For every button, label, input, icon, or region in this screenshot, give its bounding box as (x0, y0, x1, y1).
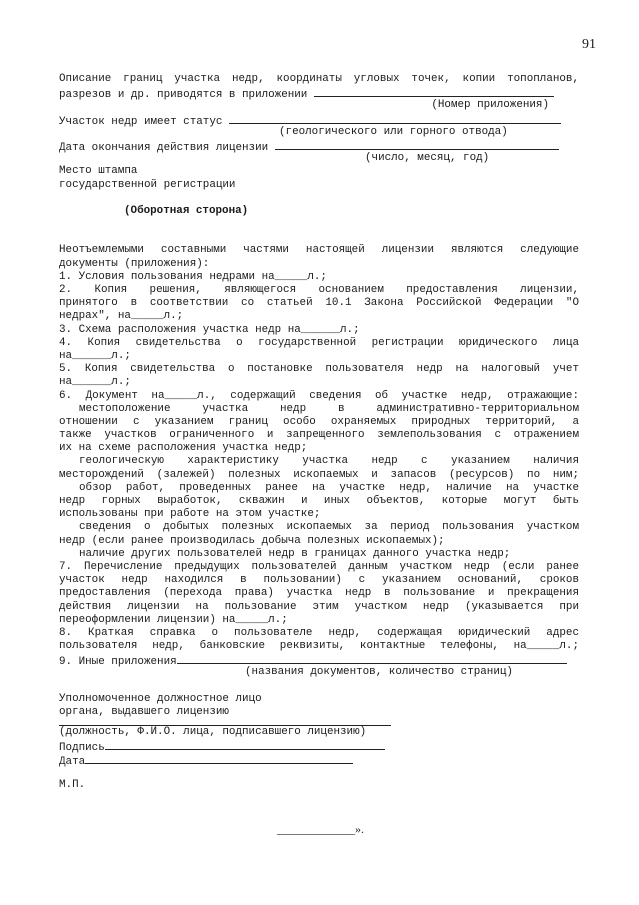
boundaries-line-1: Описание границ участка недр, координаты угловых точек, копии топопланов, (59, 73, 579, 85)
boundaries-line-2 (59, 86, 579, 102)
annex-item-6-line-3: отношении с указанием границ особо охраняемых природных территорий, а (59, 415, 579, 428)
annex-item-7-line-4: действия лицензии на пользование этим участком недр (указывается при (59, 600, 579, 613)
stamp-line-2: государственной регистрации (59, 178, 236, 191)
official-line-1: Уполномоченное должностное лицо (59, 692, 262, 705)
annex-item-2-line-3: недрах", на_____л.; (59, 310, 184, 323)
back-side-heading: (Оборотная сторона) (124, 204, 249, 217)
expiry-label: Дата окончания действия лицензии (59, 141, 269, 154)
annex-intro-1: Неотъемлемыми составными частями настоящей лицензии являются следующие (59, 244, 579, 257)
status-caption: (геологического или горного отвода) (279, 125, 508, 138)
expiry-field (275, 139, 559, 150)
annex-item-6-line-6: геологическую характеристику участка недр с указанием наличия (79, 455, 579, 468)
expiry-caption: (число, месяц, год) (365, 152, 490, 165)
annex-item-6-line-9: недр горных выработок, скважин и иных объектов, которые могут быть (59, 495, 579, 507)
annex-item-4-line-2: на______л.; (59, 349, 131, 362)
seal-mark: М.П. (59, 778, 86, 791)
official-caption: (должность, Ф.И.О. лица, подписавшего лицензию) (59, 726, 367, 739)
expiry-line (59, 139, 579, 152)
page-number: 91 (582, 37, 596, 52)
annex-item-5-line-1: 5. Копия свидетельства о постановке пользователя недр на налоговый учет (59, 363, 579, 376)
annex-number-field (314, 86, 554, 97)
closing-line: _____________». (277, 822, 364, 836)
annex-item-9-caption: (названия документов, количество страниц) (245, 666, 513, 679)
other-annexes-field (177, 653, 567, 664)
annex-item-2-line-1: 2. Копия решения, являющегося основанием предоставления лицензии, (59, 284, 579, 296)
annex-item-7-line-1: 7. Перечисление предыдущих пользователей данным участком недр (если ранее (59, 560, 579, 573)
annex-item-3: 3. Схема расположения участка недр на______л.; (59, 323, 360, 336)
status-label: Участок недр имеет статус (59, 115, 223, 128)
annex-item-2-line-2: принятого в соответствии со статьей 10.1 Закона Российской Федерации "О (59, 297, 579, 310)
annex-item-6-line-10: использованы при работе на этом участке; (59, 508, 321, 521)
date-label: Дата (59, 755, 86, 768)
annex-item-7-line-3: предоставления (перехода права) участка недр в пользование и прекращения (59, 587, 579, 600)
annex-item-4-line-1: 4. Копия свидетельства о государственной регистрации юридического лица (59, 336, 579, 349)
boundaries-label: разрезов и др. приводятся в приложении (59, 89, 308, 102)
date-line (59, 753, 579, 766)
annex-item-6-line-5: их на схеме расположения участка недр; (59, 442, 308, 455)
annex-item-7-line-5: переоформлении лицензии) на_____л.; (59, 613, 288, 626)
annex-item-6-line-7: месторождений (залежей) полезных ископаемых и запасов (ресурсов) по ним; (59, 468, 579, 481)
annex-item-1: 1. Условия пользования недрами на_____л.; (59, 270, 327, 283)
annex-item-9 (59, 653, 579, 669)
annex-item-8-line-2: пользователя недр, банковские реквизиты, контактные телефоны, на_____л.; (59, 640, 579, 653)
annex-item-8-line-1: 8. Краткая справка о пользователе недр, содержащая юридический адрес (59, 626, 579, 639)
annex-item-6-line-13: наличие других пользователей недр в границах данного участка недр; (79, 547, 511, 560)
annex-item-5-line-2: на______л.; (59, 376, 131, 389)
annex-item-6-line-2: местоположение участка недр в административно-территориальном (79, 402, 579, 415)
status-field (229, 113, 561, 124)
annex-number-caption: (Номер приложения) (431, 99, 549, 112)
date-field (85, 753, 353, 764)
annex-item-6-line-1: 6. Документ на_____л., содержащий сведения об участке недр, отражающие: (59, 389, 579, 402)
annex-item-6-line-11: сведения о добытых полезных ископаемых за период пользования участком (79, 521, 579, 534)
annex-item-6-line-8: обзор работ, проведенных ранее на участке недр, наличие на участке (79, 481, 579, 494)
signature-label: Подпись (59, 742, 105, 755)
annex-item-6-line-12: недр (если ранее производилась добыча полезных ископаемых); (59, 534, 445, 547)
status-line (59, 113, 579, 126)
signature-line (59, 739, 579, 755)
stamp-line-1: Место штампа (59, 165, 138, 178)
annex-item-6-line-4: также участков ограниченного и запрещенного землепользования с отражением (59, 429, 579, 442)
signature-field (105, 739, 385, 750)
document-body (59, 73, 579, 792)
official-line-2: органа, выдавшего лицензию (59, 706, 229, 718)
annex-item-7-line-2: участок недр находился в пользовании) с указанием оснований, сроков (59, 574, 579, 587)
annex-item-9-label: 9. Иные приложения (59, 656, 177, 669)
annex-intro-2: документы (приложения): (59, 257, 210, 270)
